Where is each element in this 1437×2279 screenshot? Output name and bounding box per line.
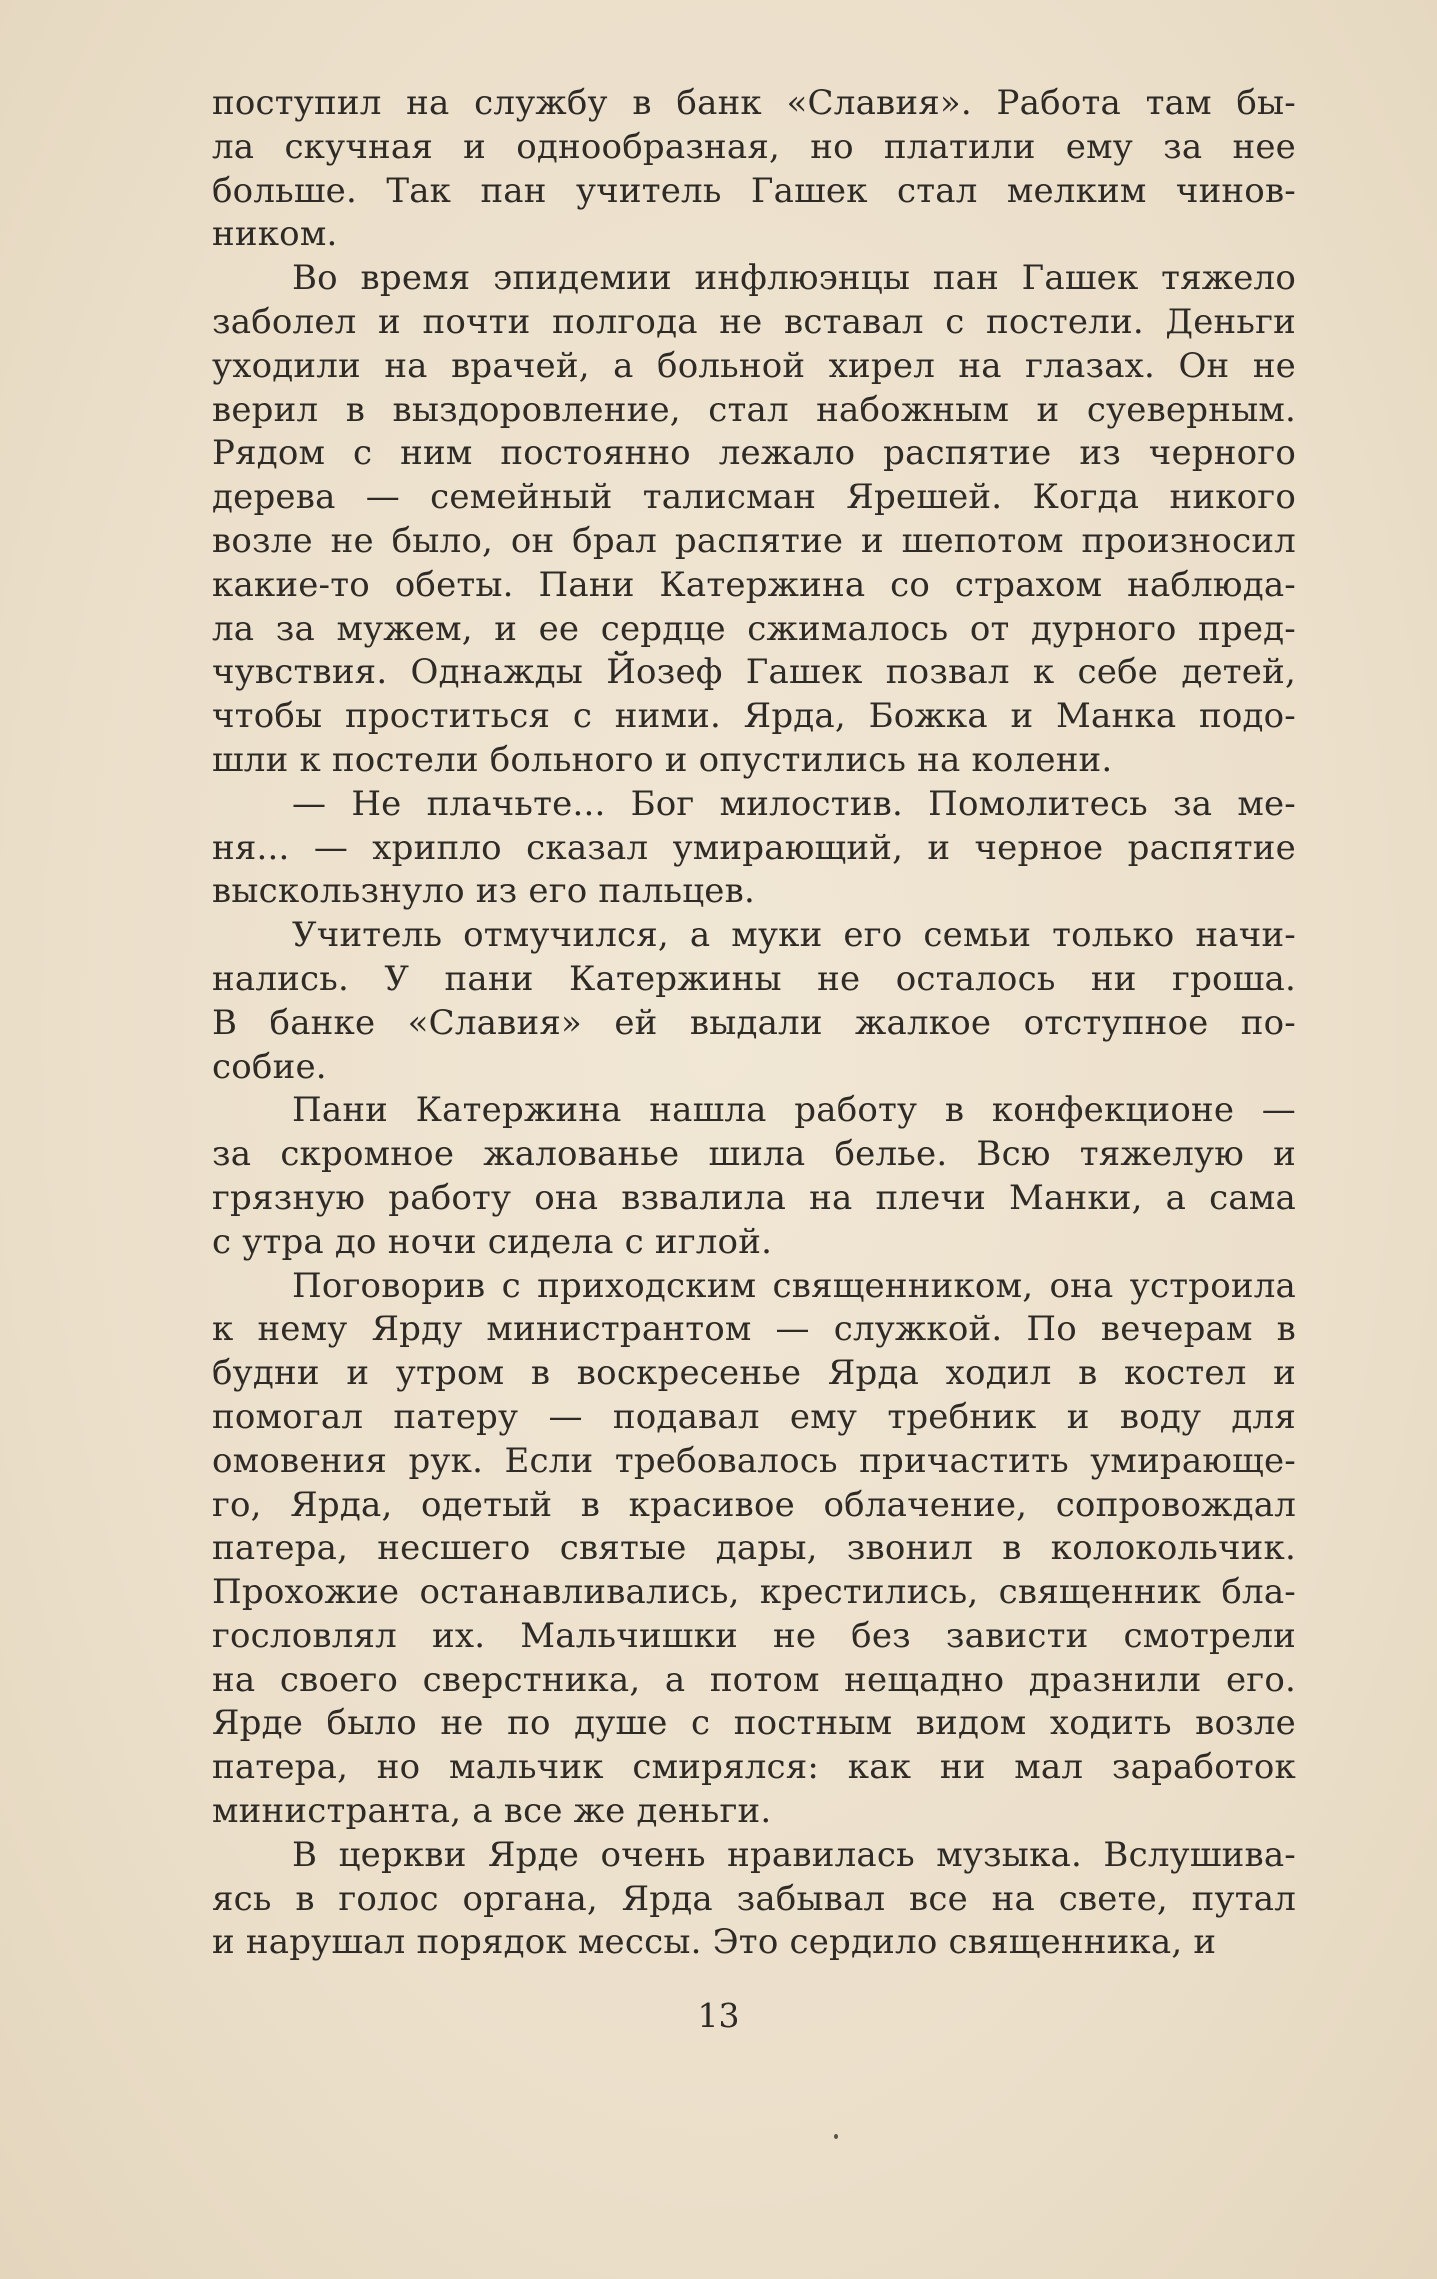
text-line: министранта, а все же деньги. <box>212 1791 772 1832</box>
text-line: патера, несшего святые дары, звонил в колокольчик. <box>212 1528 1296 1569</box>
text-line: Учитель отмучился, а муки его семьи только начи- <box>292 915 1296 956</box>
text-line: больше. Так пан учитель Гашек стал мелким чинов- <box>212 170 1296 211</box>
text-line: грязную работу она взвалила на плечи Манки, а сама <box>212 1177 1296 1218</box>
text-line: с утра до ночи сидела с иглой. <box>212 1221 773 1262</box>
text-line: ником. <box>212 214 338 255</box>
text-line: какие-то обеты. Пани Катержина со страхом наблюда- <box>212 564 1296 605</box>
text-line: Поговорив с приходским священником, она устроила <box>292 1265 1296 1306</box>
text-line: Пани Катержина нашла работу в конфекционе — <box>292 1090 1296 1131</box>
text-line: возле не было, он брал распятие и шепотом произносил <box>212 520 1296 561</box>
text-line: ня... — хрипло сказал умирающий, и черное распятие <box>212 827 1296 868</box>
text-line: ла за мужем, и ее сердце сжималось от дурного пред- <box>212 608 1296 649</box>
text-line: дерева — семейный талисман Ярешей. Когда никого <box>212 477 1296 518</box>
text-line: чувствия. Однажды Йозеф Гашек позвал к себе детей, <box>212 652 1296 693</box>
text-line: собие. <box>212 1046 327 1087</box>
text-line: В церкви Ярде очень нравилась музыка. Вслушива- <box>292 1834 1296 1875</box>
paragraph <box>132 257 1296 783</box>
page-number: 13 <box>697 1996 740 2035</box>
ink-speck <box>834 2134 838 2139</box>
text-line: — Не плачьте... Бог милостив. Помолитесь за ме- <box>292 783 1296 824</box>
text-line: будни и утром в воскресенье Ярда ходил в костел и <box>212 1353 1296 1394</box>
text-line: гословлял их. Мальчишки не без зависти смотрели <box>212 1615 1296 1656</box>
text-line: верил в выздоровление, стал набожным и суеверным. <box>212 389 1296 430</box>
text-line: к нему Ярду министрантом — служкой. По вечерам в <box>212 1309 1296 1350</box>
body-text <box>132 82 1296 1965</box>
text-line: заболел и почти полгода не вставал с постели. Деньги <box>212 301 1296 342</box>
paragraph <box>132 1089 1296 1264</box>
text-line: патера, но мальчик смирялся: как ни мал заработок <box>212 1747 1296 1788</box>
paragraph <box>132 82 1296 257</box>
text-line: помогал патеру — подавал ему требник и воду для <box>212 1396 1296 1437</box>
text-line: поступил на службу в банк «Славия». Работа там бы- <box>212 83 1296 123</box>
paragraph <box>132 914 1296 1089</box>
text-line: Ярде было не по душе с постным видом ходить возле <box>212 1703 1296 1744</box>
text-line: ла скучная и однообразная, но платили ему за нее <box>212 126 1296 167</box>
text-line: чтобы проститься с ними. Ярда, Божка и Манка подо- <box>212 696 1296 737</box>
text-line: Рядом с ним постоянно лежало распятие из черного <box>212 433 1296 474</box>
text-line: Прохожие останавливались, крестились, священник бла- <box>212 1572 1296 1613</box>
paragraph <box>132 1265 1296 1834</box>
text-line: омовения рук. Если требовалось причастить умирающе- <box>212 1440 1296 1481</box>
text-line: уходили на врачей, а больной хирел на глазах. Он не <box>212 345 1296 386</box>
text-line: ясь в голос органа, Ярда забывал все на свете, путал <box>212 1878 1296 1919</box>
text-line: и нарушал порядок мессы. Это сердило священника, и <box>212 1922 1217 1963</box>
paragraph <box>132 783 1296 914</box>
text-line: В банке «Славия» ей выдали жалкое отступное по- <box>212 1002 1296 1043</box>
text-line: за скромное жалованье шила белье. Всю тяжелую и <box>212 1134 1296 1175</box>
text-line: Во время эпидемии инфлюэнцы пан Гашек тяжело <box>292 258 1296 299</box>
text-line: го, Ярда, одетый в красивое облачение, сопровождал <box>212 1484 1296 1525</box>
text-line: на своего сверстника, а потом нещадно дразнили его. <box>212 1659 1296 1700</box>
text-line: нались. У пани Катержины не осталось ни гроша. <box>212 958 1296 999</box>
text-line: выскользнуло из его пальцев. <box>212 871 755 912</box>
text-line: шли к постели больного и опустились на колени. <box>212 739 1113 780</box>
paragraph <box>132 1834 1296 1965</box>
